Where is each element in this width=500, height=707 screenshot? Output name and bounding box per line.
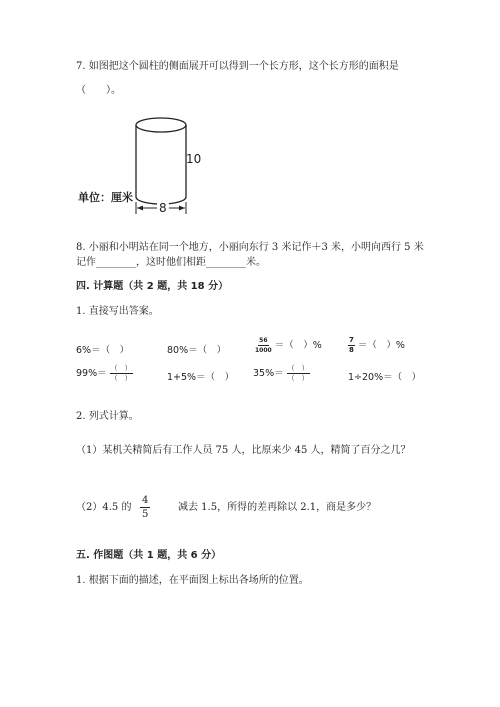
calc1-r1c3-rest: ＝（ ）%	[274, 340, 322, 351]
fraction-7-8	[348, 336, 355, 355]
fraction-denominator-blank: （ ）	[287, 374, 309, 382]
q8-text-line1: 8. 小丽和小明站在同一个地方，小丽向东行 3 米记作＋3 米，小明向西行 5 米	[76, 242, 424, 253]
q7-text-line2: （ ）。	[76, 85, 121, 96]
calc1-r2c2: 1+5%＝（ ）	[167, 372, 235, 383]
fraction-numerator-blank: （ ）	[110, 364, 132, 372]
calc1-r2c3	[253, 364, 310, 383]
fraction-denominator: 5	[142, 509, 149, 520]
calc2-problem-1: （1）某机关精简后有工作人员 75 人，比原来少 45 人，精简了百分之几？	[76, 445, 411, 456]
calc2-title: 2. 列式计算。	[76, 411, 139, 422]
calc1-r1c4	[348, 336, 405, 355]
fraction-denominator: 8	[349, 346, 354, 354]
fraction-numerator: 7	[349, 336, 354, 344]
cylinder-top-ellipse	[136, 118, 186, 132]
q7-text-line1: 7. 如图把这个圆柱的侧面展开可以得到一个长方形，这个长方形的面积是	[76, 61, 399, 72]
calc1-r2c3-pre: 35%＝	[253, 368, 284, 379]
section-5-heading: 五. 作图题（共 1 题，共 6 分）	[76, 550, 222, 561]
blank-fraction	[287, 364, 310, 383]
fraction-4-5	[140, 494, 150, 521]
calc1-r1c1: 6%＝（ ）	[76, 345, 130, 356]
calc1-r1c4-rest: ＝（ ）%	[357, 340, 405, 351]
calc2-problem-2-post: 减去 1.5，所得的差再除以 2.1，商是多少？	[178, 502, 377, 513]
fraction-denominator: 1000	[255, 347, 272, 354]
calc1-r1c2: 80%＝（ ）	[167, 345, 227, 356]
cylinder-height-label: 10	[186, 152, 202, 166]
calc1-r2c1	[76, 364, 133, 383]
calc1-r1c3	[255, 336, 322, 355]
dimension-arrow-right	[179, 206, 185, 211]
section-4-heading: 四. 计算题（共 2 题，共 18 分）	[76, 281, 229, 292]
calc1-title: 1. 直接写出答案。	[76, 306, 159, 317]
diameter-label: 8	[159, 201, 167, 215]
blank-fraction	[110, 364, 133, 383]
fraction-numerator: 4	[142, 495, 149, 506]
fraction-denominator-blank: （ ）	[110, 374, 132, 382]
unit-label: 单位：厘米	[78, 191, 133, 204]
fraction-56-1000	[255, 336, 272, 355]
fraction-numerator-blank: （ ）	[287, 364, 309, 372]
calc2-problem-2-fraction	[140, 494, 150, 521]
dimension-arrow-left	[137, 206, 143, 211]
calc2-problem-2-pre: （2）4.5 的	[76, 502, 132, 513]
calc1-r2c1-pre: 99%＝	[76, 368, 107, 379]
q8-text-line2: 记作________，这时他们相距________米。	[76, 257, 266, 268]
calc1-r2c4: 1÷20%＝（ ）	[348, 372, 422, 383]
fraction-numerator: 56	[259, 337, 268, 344]
draw1-text: 1. 根据下面的描述，在平面图上标出各场所的位置。	[76, 575, 309, 586]
